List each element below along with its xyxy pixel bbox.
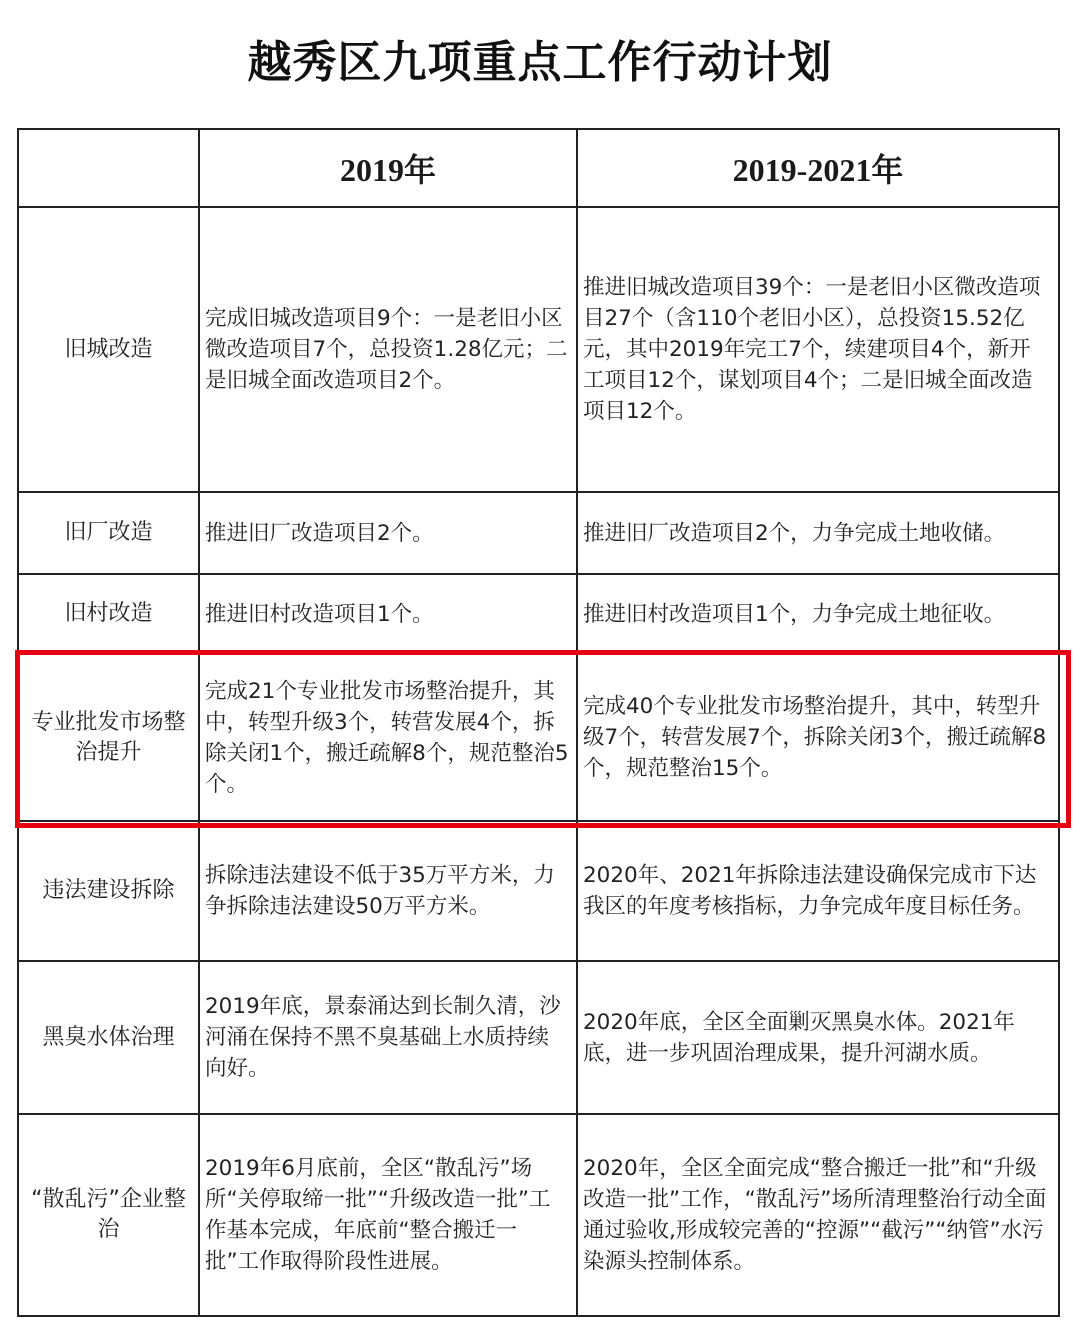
table-row: [18, 1114, 1059, 1316]
header-2019: 2019年: [199, 129, 577, 207]
row-category: 专业批发市场整治提升: [18, 654, 199, 821]
table-row: [18, 207, 1059, 492]
row-2019-2021-plan: 完成40个专业批发市场整治提升，其中，转型升级7个，转营发展7个，拆除关闭3个，搬迁疏解8个，规范整治15个。: [577, 654, 1059, 821]
row-category: 旧城改造: [18, 207, 199, 492]
page-title: 越秀区九项重点工作行动计划: [247, 37, 833, 88]
row-2019-2021-plan: 推进旧村改造项目1个，力争完成土地征收。: [577, 574, 1059, 654]
table-row: [18, 961, 1059, 1114]
row-category: “散乱污”企业整治: [18, 1114, 199, 1316]
row-2019-2021-plan: 推进旧厂改造项目2个，力争完成土地收储。: [577, 492, 1059, 574]
row-2019-2021-plan: 2020年底，全区全面剿灭黑臭水体。2021年底，进一步巩固治理成果，提升河湖水质。: [577, 961, 1059, 1114]
header-category: [18, 129, 199, 207]
row-2019-plan: 2019年底，景泰涌达到长制久清，沙河涌在保持不黑不臭基础上水质持续向好。: [199, 961, 577, 1114]
table-row: [18, 821, 1059, 961]
row-category: 黑臭水体治理: [18, 961, 199, 1114]
row-2019-plan: 完成21个专业批发市场整治提升，其中，转型升级3个，转营发展4个，拆除关闭1个，搬迁疏解8个，规范整治5个。: [199, 654, 577, 821]
row-2019-plan: 拆除违法建设不低于35万平方米，力争拆除违法建设50万平方米。: [199, 821, 577, 961]
row-2019-2021-plan: 2020年，全区全面完成“整合搬迁一批”和“升级改造一批”工作，“散乱污”场所清理整治行动全面通过验收,形成较完善的“控源”“截污”“纳管”水污染源头控制体系。: [577, 1114, 1059, 1316]
row-category: 旧厂改造: [18, 492, 199, 574]
table-row: [18, 492, 1059, 574]
row-2019-plan: 推进旧厂改造项目2个。: [199, 492, 577, 574]
row-2019-plan: 推进旧村改造项目1个。: [199, 574, 577, 654]
row-2019-2021-plan: 2020年、2021年拆除违法建设确保完成市下达我区的年度考核指标，力争完成年度目标任务。: [577, 821, 1059, 961]
table-row: [18, 574, 1059, 654]
row-2019-plan: 2019年6月底前，全区“散乱污”场所“关停取缔一批”“升级改造一批”工作基本完成，年底前“整合搬迁一批”工作取得阶段性进展。: [199, 1114, 577, 1316]
row-category: 违法建设拆除: [18, 821, 199, 961]
table-header-row: [18, 129, 1059, 207]
action-plan-table: [17, 128, 1060, 1317]
row-2019-plan: 完成旧城改造项目9个：一是老旧小区微改造项目7个，总投资1.28亿元；二是旧城全面改造项目2个。: [199, 207, 577, 492]
table-row-highlighted: [18, 654, 1059, 821]
row-category: 旧村改造: [18, 574, 199, 654]
row-2019-2021-plan: 推进旧城改造项目39个：一是老旧小区微改造项目27个（含110个老旧小区），总投资15.52亿元，其中2019年完工7个，续建项目4个，新开工项目12个，谋划项目4个；二是旧城全面改造项目12个。: [577, 207, 1059, 492]
header-2019-2021: 2019-2021年: [577, 129, 1059, 207]
